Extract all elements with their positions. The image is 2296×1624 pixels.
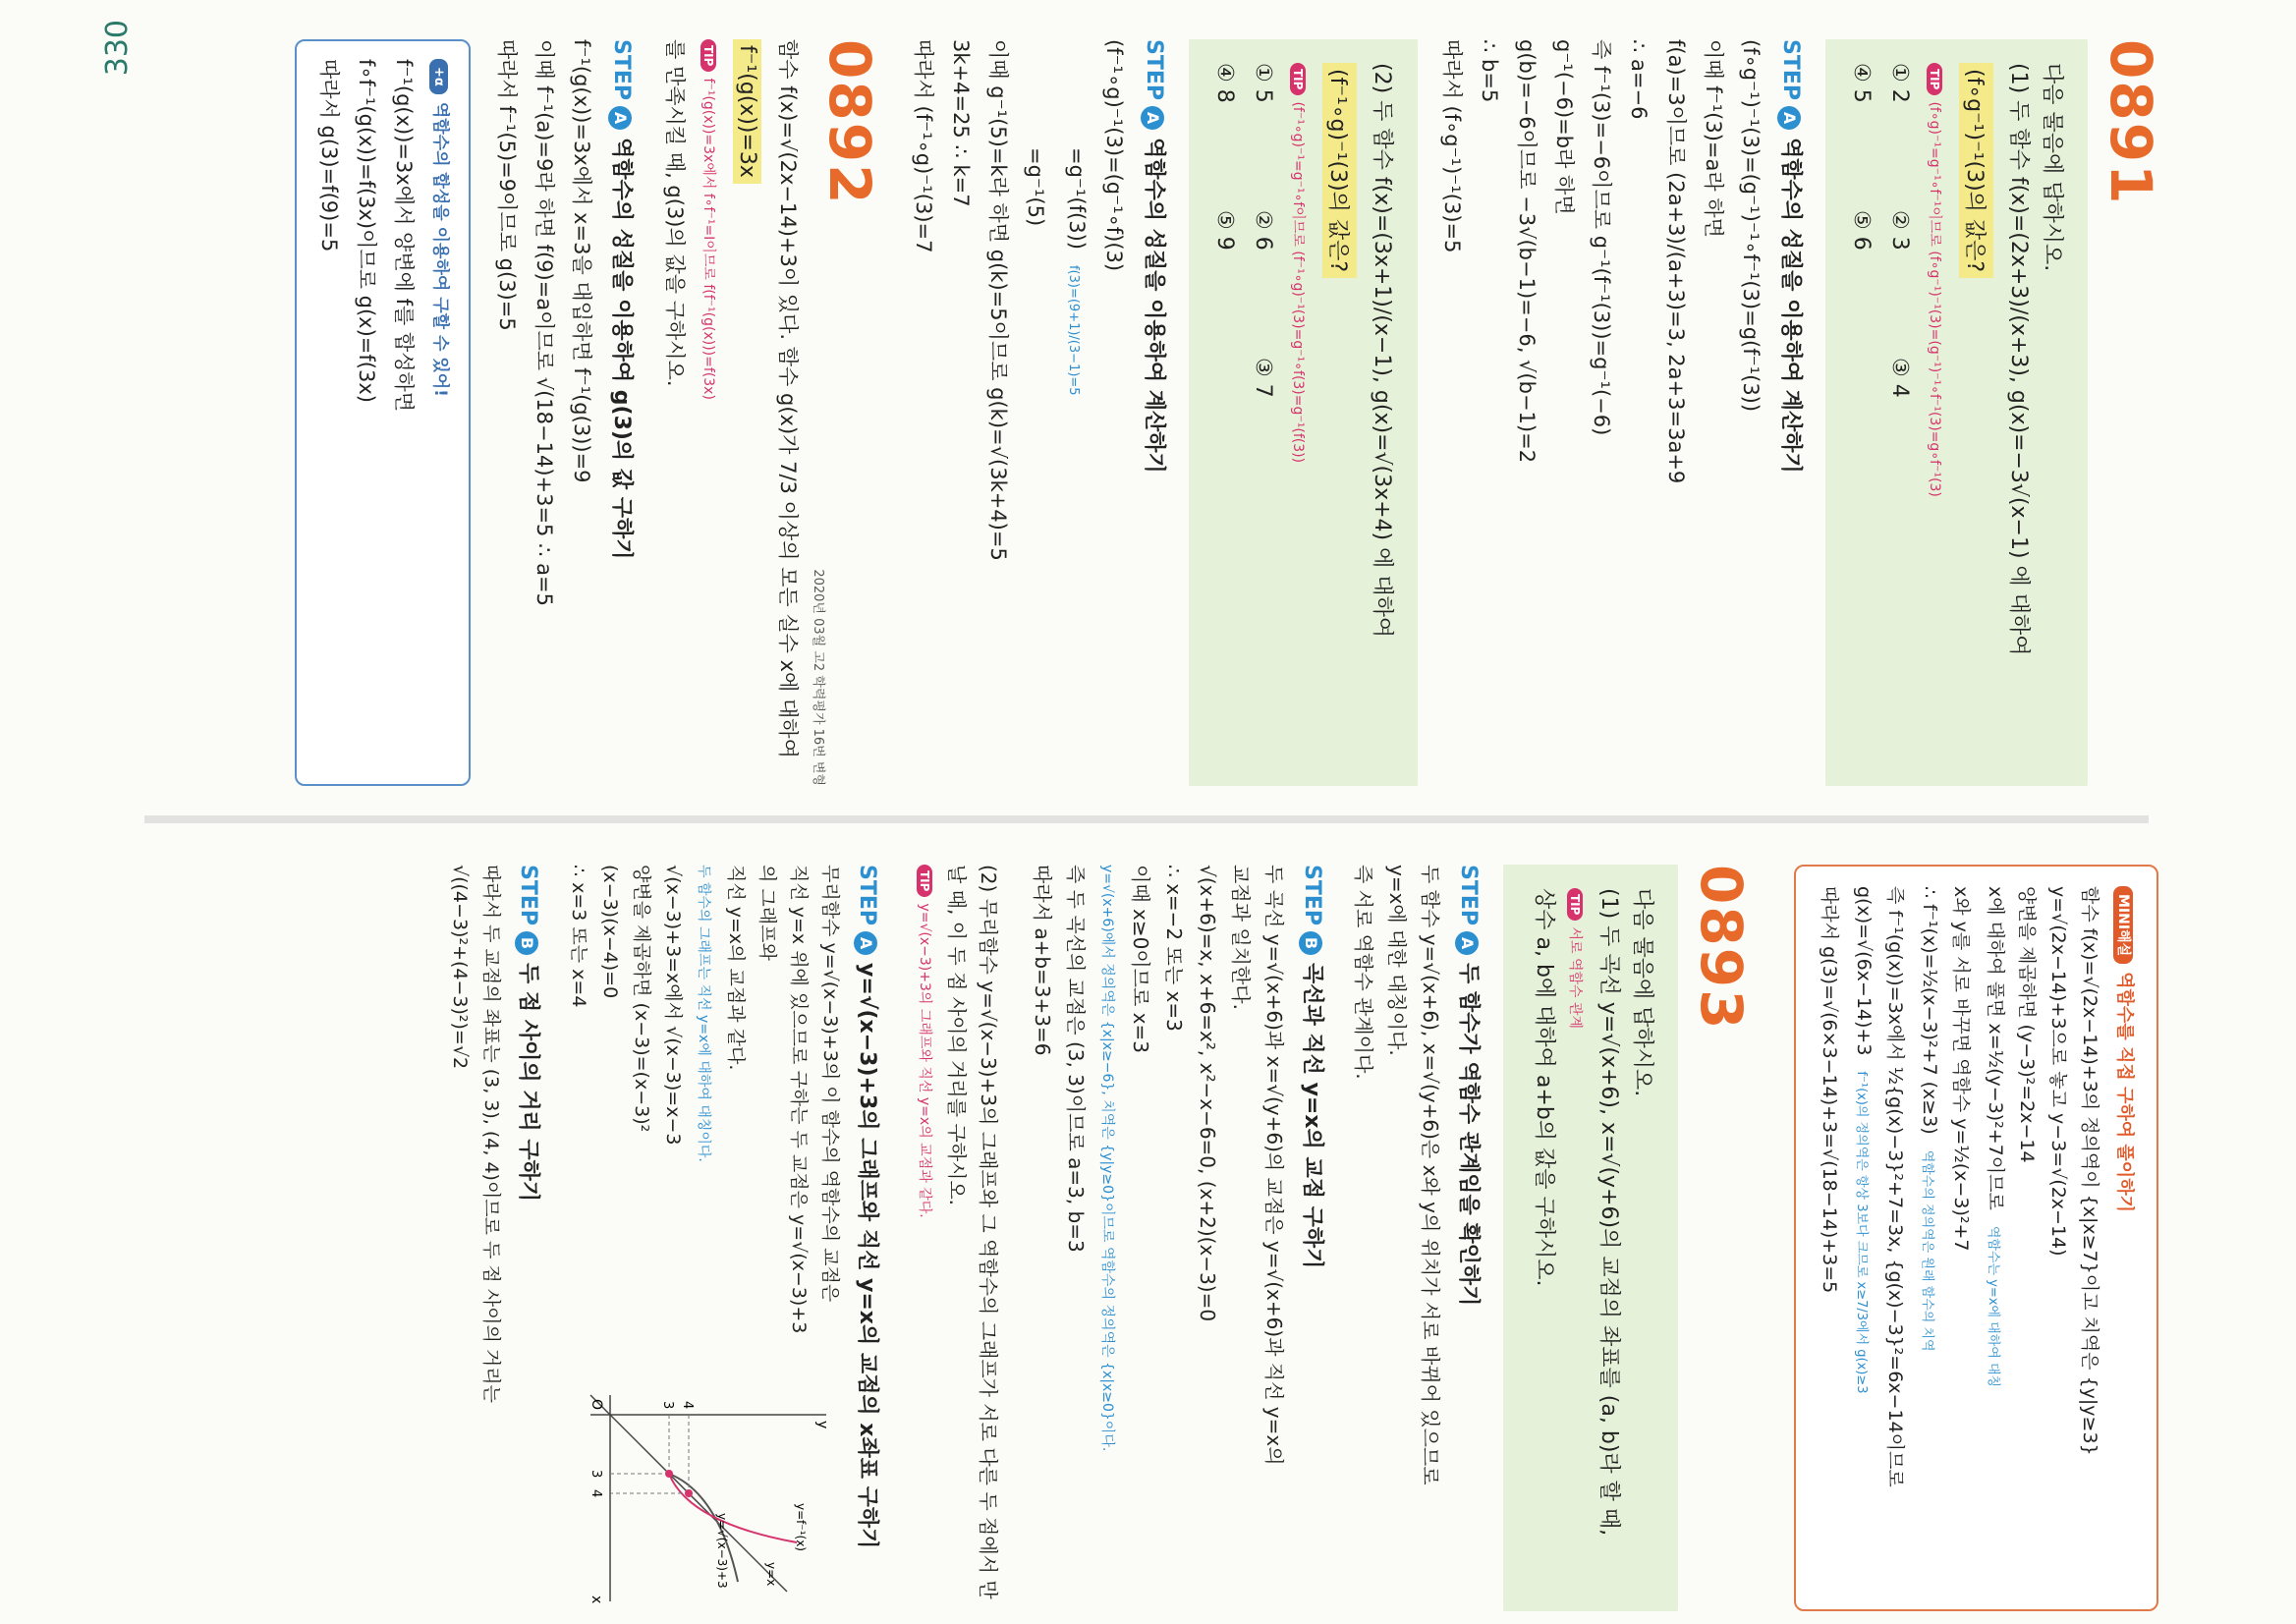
step-b-0893: STEPB곡선과 직선 y=x의 교점 구하기 — [1300, 865, 1324, 1269]
choice[interactable]: ⑤ 6 — [1849, 210, 1874, 251]
solution-line: ∴ x=−2 또는 x=3 — [1162, 865, 1186, 1032]
q1-0893: (1) 두 곡선 y=√(x+6), x=√(y+6)의 교점의 좌표를 (a, b)라 할 때, — [1596, 888, 1621, 1537]
solution-line: √((4−3)²+(4−3)²)=√2 — [449, 865, 471, 1070]
tip-badge: TIP — [1927, 63, 1942, 95]
plus-alpha-box — [295, 39, 471, 786]
curve-label: y=f⁻¹(x) — [794, 1503, 808, 1551]
q2-0891: (2) 두 함수 f(x)=(3x+1)/(x−1), g(x)=√(3x+4) 에 대하여 — [1370, 63, 1394, 639]
solution-line: 따라서 (f∘g⁻¹)⁻¹(3)=5 — [1440, 39, 1464, 253]
intersection-graph — [581, 1356, 836, 1611]
intro-0891: 다음 물음에 답하시오. — [2040, 63, 2064, 272]
tip-text: y=√(x−3)+3의 그래프와 직선 y=x의 교점과 같다. — [917, 903, 932, 1218]
solution-line: 이때 g⁻¹(5)=k라 하면 g(k)=5이므로 g(k)=√(3k+4)=5 — [986, 39, 1010, 561]
tick-label: 4 — [588, 1489, 603, 1498]
step-a2-0893: STEPAy=√(x−3)+3의 그래프와 직선 y=x의 교점의 x좌표 구하기 — [855, 865, 879, 1549]
q1-tail-0893: 상수 a, b에 대하여 a+b의 값을 구하시오. — [1532, 888, 1556, 1287]
solution-line: 두 함수 y=√(x+6), x=√(y+6)은 x와 y의 위치가 서로 바뀌어 있으므로 — [1419, 865, 1442, 1485]
mini-line: x에 대하여 풀면 x=½(y−3)²+7이므로역함수는 y=x에 대하여 대칭 — [1985, 886, 2006, 1388]
tip-badge: TIP — [917, 865, 932, 897]
solution-line: 따라서 a+b=3+3=6 — [1031, 865, 1054, 1056]
problem-0892: 함수 f(x)=√(2x−14)+3이 있다. 함수 g(x)가 7/3 이상의 모든 실수 x에 대하여 — [776, 39, 800, 758]
tip-text: 서로 역함수 관계 — [1567, 926, 1583, 1030]
mini-head: MINI해설역함수를 직접 구하여 풀이하기 — [2113, 886, 2139, 1590]
solution-line: g⁻¹(−6)=b라 하면 — [1552, 39, 1576, 215]
tip-badge: TIP — [700, 39, 716, 72]
tip-0893-q2 — [916, 865, 935, 1611]
problem-number-0893: 0893 — [1688, 865, 1755, 1032]
tip-text: (f⁻¹∘g)⁻¹=g⁻¹∘f이므로 (f⁻¹∘g)⁻¹(3)=g⁻¹∘f(3)=g⁻¹(f(3)) — [1290, 101, 1306, 464]
solution-line: f⁻¹(g(x))=3x에서 x=3을 대입하면 f⁻¹(g(3))=9 — [570, 39, 593, 483]
side-note: 두 함수의 그래프는 직선 y=x에 대하여 대칭이다. — [696, 865, 711, 1162]
solution-line: 따라서 f⁻¹(5)=9이므로 g(3)=5 — [495, 39, 519, 331]
tip-badge: TIP — [1567, 888, 1583, 921]
tip-0893-q1 — [1566, 888, 1586, 1588]
highlight-0891-q2: (f⁻¹∘g)⁻¹(3)의 값은? — [1322, 63, 1357, 278]
origin-label: O — [588, 1399, 604, 1411]
solution-line: (x−3)(x−4)=0 — [599, 865, 621, 999]
choice[interactable]: ④ 5 — [1849, 63, 1874, 103]
choice[interactable]: ④ 8 — [1212, 63, 1237, 103]
solution-line: =g⁻¹(5) — [1024, 147, 1047, 227]
mini-line: y=√(2x−14)+3으로 놓고 y−3=√(2x−14) — [2047, 886, 2069, 1257]
solution-line: f(a)=3이므로 (2a+3)/(a+3)=3, 2a+3=3a+9 — [1664, 39, 1688, 484]
solution-line: (f∘g⁻¹)⁻¹(3)=(g⁻¹)⁻¹∘f⁻¹(3)=g(f⁻¹(3)) — [1739, 39, 1763, 413]
q1-0891: (1) 두 함수 f(x)=(2x+3)/(x+3), g(x)=−3√(x−1) 에 대하여 — [2006, 63, 2031, 656]
mini-line: 양변을 제곱하면 (y−3)²=2x−14 — [2016, 886, 2038, 1163]
right-column — [444, 865, 2168, 1611]
solution-line: 이때 f⁻¹(3)=a라 하면 — [1702, 39, 1725, 238]
solution-line: 따라서 두 교점의 좌표는 (3, 3), (4, 4)이므로 두 점 사이의 거리는 — [480, 865, 502, 1403]
solution-line: (f⁻¹∘g)⁻¹(3)=(g⁻¹∘f)(3) — [1102, 39, 1126, 272]
solution-line: 즉 서로 역함수 관계이다. — [1352, 865, 1375, 1080]
solution-line: 교점과 일치한다. — [1229, 865, 1253, 1010]
intro-0893: 다음 물음에 답하시오. — [1630, 888, 1654, 1097]
solution-line: 이때 x≥0이므로 x=3 — [1129, 865, 1152, 1053]
step-a-0891: STEPA역함수의 성질을 이용하여 계산하기 — [1778, 39, 1803, 474]
axis-label-y: y — [814, 1421, 830, 1429]
choice[interactable]: ③ 7 — [1251, 358, 1275, 398]
tick-label: 3 — [660, 1401, 675, 1410]
source-0892: 2020년 03월 고2 학력평가 16번 변형 — [811, 569, 825, 786]
axis-label-x: x — [588, 1596, 604, 1604]
step-a-0893: STEPA두 함수가 역함수 관계임을 확인하기 — [1456, 865, 1481, 1307]
tip-0891-q1 — [1926, 63, 1945, 762]
plus-line: 따라서 g(3)=f(9)=5 — [317, 59, 341, 252]
solution-line: 직선 y=x의 교점과 같다. — [725, 865, 747, 1071]
choice[interactable]: ① 2 — [1887, 63, 1912, 103]
tip-text: (f∘g)⁻¹=g⁻¹∘f⁻¹이므로 (f∘g⁻¹)⁻¹(3)=(g⁻¹)⁻¹∘f⁻¹(3)=g∘f⁻¹(3) — [1927, 101, 1942, 497]
side-note: y=√(x+6)에서 정의역은 {x|x≥−6}, 치역은 {y|y≥0}이므로 역함수의 정의역은 {x|x≥0}이다. — [1099, 865, 1115, 1452]
choice[interactable]: ② 3 — [1887, 210, 1912, 251]
tip-0892 — [700, 39, 719, 786]
highlight-0891-q1: (f∘g⁻¹)⁻¹(3)의 값은? — [1959, 63, 1993, 278]
solution-line: 직선 y=x 위에 있으므로 구하는 두 교점은 y=√(x−3)+3의 그래프와 — [756, 865, 810, 1334]
mini-line: g(x)=√(6x−14)+3f⁻¹(x)의 정의역은 항상 3보다 크므로 x≥7/3에서 g(x)≥3 — [1853, 886, 1875, 1394]
solution-line: ∴ b=5 — [1478, 39, 1501, 103]
choices-0891-q2 — [1212, 63, 1275, 762]
plus-alpha-head: +α역함수의 합성을 이용하여 구할 수 있어! — [430, 59, 455, 766]
mini-line: x와 y를 서로 바꾸면 역함수 y=½(x−3)²+7 — [1950, 886, 1972, 1252]
q2-0893: (2) 무리함수 y=√(x−3)+3의 그래프와 그 역함수의 그래프가 서로 다른 두 점에서 만날 때, 이 두 점 사이의 거리를 구하시오. — [945, 865, 1000, 1599]
step-a2-0891: STEPA역함수의 성질을 이용하여 계산하기 — [1142, 39, 1166, 474]
left-column — [295, 39, 2168, 786]
problem-number-0892: 0892 — [816, 39, 883, 206]
tip-text: f⁻¹(g(x))=3x에서 f∘f⁻¹=I이므로 f(f⁻¹(g(x)))=f(3x) — [700, 78, 716, 400]
tick-label: 3 — [588, 1470, 603, 1479]
solution-line: ∴ a=−6 — [1627, 39, 1651, 120]
choice[interactable]: ⑤ 9 — [1212, 210, 1237, 251]
mini-line: 함수 f(x)=√(2x−14)+3의 정의역이 {x|x≥7}이고 치역은 {y|y≥3} — [2079, 886, 2100, 1456]
solution-line: 양변을 제곱하면 (x−3)=(x−3)² — [631, 865, 652, 1133]
choice[interactable]: ② 6 — [1251, 210, 1275, 251]
question-box-0891-q2 — [1189, 39, 1418, 786]
solution-line: 이때 f⁻¹(a)=9라 하면 f(9)=a이므로 √(18−14)+3=5 ∴ a=5 — [532, 39, 556, 606]
plus-line: f∘f⁻¹(g(x))=f(3x)이므로 g(x)=f(3x) — [355, 59, 378, 403]
side-note: f(3)=(9+1)/(3−1)=5 — [1066, 264, 1081, 396]
solution-line: 따라서 (f⁻¹∘g)⁻¹(3)=7 — [912, 39, 935, 253]
question-box-0891 — [1825, 39, 2088, 786]
tip-badge: TIP — [1290, 63, 1306, 95]
solution-line: 두 곡선 y=√(x+6)과 x=√(y+6)의 교점은 y=√(x+6)과 직선 y=x의 — [1262, 865, 1286, 1466]
choice[interactable]: ① 5 — [1251, 63, 1275, 103]
page-number: 330 — [100, 20, 135, 77]
mini-line: 따라서 g(3)=√(6×3−14)+3=√(18−14)+3=5 — [1819, 886, 1840, 1294]
step-a-0892: STEPA역함수의 성질을 이용하여 g(3)의 값 구하기 — [609, 39, 634, 560]
tick-label: 4 — [680, 1401, 695, 1410]
solution-line: √(x−3)+3=x에서 √(x−3)=x−3 — [662, 865, 684, 1146]
intersection-point — [685, 1489, 693, 1497]
curve-label: y=x — [764, 1562, 778, 1587]
solution-line: 즉 두 곡선의 교점은 (3, 3)이므로 a=3, b=3 — [1064, 865, 1088, 1253]
solution-line: 무리함수 y=√(x−3)+3의 이 함수의 역함수의 교점은 — [819, 865, 841, 1303]
mini-line: ∴ f⁻¹(x)=½(x−3)²+7 (x≥3)역함수의 정의역은 원래 함수의 치역 — [1919, 886, 1940, 1352]
highlight-0892: f⁻¹(g(x))=3x — [733, 39, 761, 184]
mini-line: 즉 f⁻¹(g(x))=3x에서 ½{g(x)−3}²+7=3x, {g(x)−3}²=6x−14이므로 — [1884, 886, 1906, 1487]
solution-line: 즉 f⁻¹(3)=−6이므로 g⁻¹(f⁻¹(3))=g⁻¹(−6) — [1590, 39, 1613, 436]
problem-tail-0892: 를 만족시킬 때, g(3)의 값을 구하시오. — [663, 39, 687, 387]
solution-line: 3k+4=25 ∴ k=7 — [949, 39, 973, 207]
intersection-point — [665, 1470, 673, 1478]
solution-line: g(b)=−6이므로 −3√(b−1)=−6, √(b−1)=2 — [1515, 39, 1539, 464]
solution-line: ∴ x=3 또는 x=4 — [568, 865, 589, 1008]
question-0893-q2 — [902, 865, 1012, 1611]
plus-line: f⁻¹(g(x))=3x에서 양변에 f를 합성하면 — [392, 59, 416, 413]
mini-solution-box — [1794, 865, 2158, 1611]
step-b2-0893: STEPB두 점 사이의 거리 구하기 — [516, 865, 540, 1203]
solution-line: √(x+6)=x, x+6=x², x²−x−6=0, (x+2)(x−3)=0 — [1196, 865, 1219, 1322]
solution-line: =g⁻¹(f(3))f(3)=(9+1)/(3−1)=5 — [1065, 147, 1089, 396]
column-divider — [144, 815, 2149, 823]
choice[interactable]: ③ 4 — [1887, 358, 1912, 398]
question-box-0893 — [1503, 865, 1678, 1611]
choices-0891-q1 — [1849, 63, 1912, 762]
tip-0891-q2 — [1289, 63, 1309, 762]
curve-label: y=√(x−3)+3 — [715, 1513, 729, 1589]
solution-line: y=x에 대한 대칭이다. — [1385, 865, 1409, 1056]
problem-number-0891: 0891 — [2098, 39, 2164, 206]
